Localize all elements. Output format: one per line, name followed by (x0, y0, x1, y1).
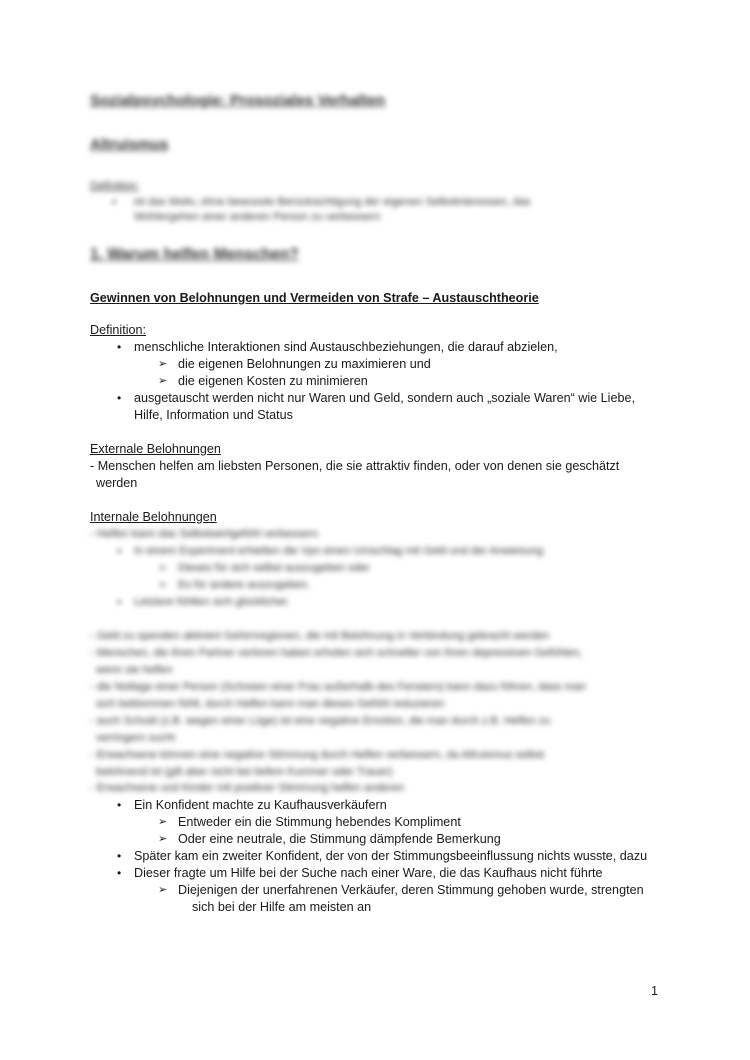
blurred-line: sich beklommen fühlt, durch Helfen kann man dieses Gefühl reduzieren (96, 698, 445, 710)
definition-text-line: ist das Motiv, ohne bewusste Berücksichtigung der eigenen Selbstinteressen, das (134, 196, 531, 208)
list-item-continuation: Hilfe, Information und Status (134, 408, 293, 422)
paragraph-line: werden (96, 476, 138, 490)
list-item: Ein Konfident machte zu Kaufhausverkäufern (134, 798, 387, 812)
subheading-austauschtheorie: Gewinnen von Belohnungen und Vermeiden von Strafe – Austauschtheorie (90, 291, 539, 305)
section-heading-altruismus: Altruismus (90, 136, 169, 153)
blurred-line: - Erwachsene und Kinder mit positiver Stimmung helfen anderen (90, 782, 405, 794)
sub-list-item: die eigenen Belohnungen zu maximieren und (178, 357, 431, 371)
blurred-line: Letztere fühlten sich glücklicher. (134, 596, 290, 608)
blurred-line: belohnend ist (gilt aber nicht bei tiefem Kummer oder Trauer) (96, 766, 393, 778)
blurred-line: - Helfen kann das Selbstwertgefühl verbessern (90, 528, 319, 540)
arrow-bullet-icon: ➢ (158, 816, 168, 828)
blurred-line: - auch Schuld (z.B. wegen einer Lüge) ist eine negative Emotion, die man durch z.B. Helfen zu (90, 715, 551, 727)
blurred-line: In einem Experiment erhielten die Vpn einen Umschlag mit Geld und der Anweisung (134, 545, 544, 557)
list-item: ausgetauscht werden nicht nur Waren und Geld, sondern auch „soziale Waren“ wie Liebe, (134, 391, 635, 405)
arrow-bullet-icon: ➢ (158, 884, 168, 896)
sub-list-item: Entweder ein die Stimmung hebendes Kompliment (178, 815, 461, 829)
external-rewards-heading: Externale Belohnungen (90, 442, 221, 456)
arrow-bullet-icon: ➢ (158, 833, 168, 845)
blurred-line: verringern sucht (96, 732, 175, 744)
bullet-icon: • (117, 798, 122, 812)
arrow-bullet-icon: ➢ (158, 579, 168, 591)
bullet-icon: • (117, 340, 122, 354)
blurred-line: - Geld zu spenden aktiviert Gehirnregionen, die mit Belohnung in Verbindung gebracht werden (90, 630, 550, 642)
blurred-line: Dieses für sich selbst auszugeben oder (178, 562, 370, 574)
definition-text-line: Wohlergehen einer anderen Person zu verbessern (134, 211, 381, 223)
list-item: Später kam ein zweiter Konfident, der von der Stimmungsbeeinflussung nichts wusste, dazu (134, 849, 648, 863)
internal-rewards-heading: Internale Belohnungen (90, 510, 217, 524)
bullet-icon: • (112, 195, 117, 209)
definition-label: Definition: (90, 323, 147, 337)
blurred-line: - Menschen, die ihren Partner verloren haben erholen sich schneller von ihren depressiven Gefühlen, (90, 647, 583, 659)
arrow-bullet-icon: ➢ (158, 562, 168, 574)
arrow-bullet-icon: ➢ (158, 358, 168, 370)
blurred-line: Es für andere auszugeben. (178, 579, 311, 591)
blurred-line: wenn sie helfen (96, 664, 173, 676)
bullet-icon: • (117, 866, 122, 880)
sub-list-item: Diejenigen der unerfahrenen Verkäufer, deren Stimmung gehoben wurde, strengten (178, 883, 644, 897)
blurred-line: - Erwachsene können eine negative Stimmung durch Helfen verbessern, da Altruismus selbst (90, 749, 545, 761)
document-title: Sozialpsychologie: Prosoziales Verhalten (90, 92, 386, 109)
blurred-line: - die Notlage einer Person (Schreien einer Frau außerhalb des Fensters) kann dazu führen, dass man (90, 681, 586, 693)
page-number: 1 (650, 984, 658, 998)
list-item: menschliche Interaktionen sind Austauschbeziehungen, die darauf abzielen, (134, 340, 558, 354)
arrow-bullet-icon: ➢ (158, 375, 168, 387)
list-item: Dieser fragte um Hilfe bei der Suche nach einer Ware, die das Kaufhaus nicht führte (134, 866, 603, 880)
bullet-icon: • (117, 595, 122, 609)
bullet-icon: • (117, 391, 122, 405)
bullet-icon: • (117, 544, 122, 558)
definition-label: Definition: (90, 180, 139, 192)
sub-list-item: Oder eine neutrale, die Stimmung dämpfende Bemerkung (178, 832, 501, 846)
bullet-icon: • (117, 849, 122, 863)
sub-list-item: die eigenen Kosten zu minimieren (178, 374, 368, 388)
paragraph-line: - Menschen helfen am liebsten Personen, die sie attraktiv finden, oder von denen sie geschätzt (90, 459, 620, 473)
section-heading-1: 1. Warum helfen Menschen? (90, 246, 299, 263)
sub-list-item-continuation: sich bei der Hilfe am meisten an (192, 900, 372, 914)
